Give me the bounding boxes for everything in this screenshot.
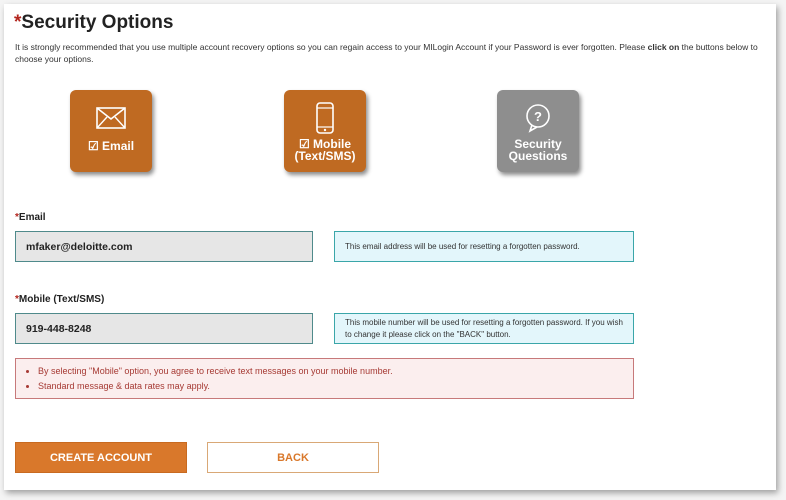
mobile-value: 919-448-8248	[26, 322, 92, 335]
email-field[interactable]	[15, 231, 313, 262]
mobile-phone-icon	[316, 100, 334, 136]
email-value: mfaker@deloitte.com	[26, 240, 133, 253]
page-title-text: Security Options	[21, 12, 174, 33]
mobile-option-button[interactable]	[284, 90, 366, 172]
email-option-label	[88, 140, 134, 152]
required-asterisk: *	[14, 12, 22, 33]
security-options-card	[4, 4, 776, 490]
email-option-button[interactable]	[70, 90, 152, 172]
mobile-help-content: This mobile number will be used for resetting a forgotten password. If you wish to change it please click on the "BACK" button.	[345, 317, 623, 339]
mobile-label-text: Mobile (Text/SMS)	[18, 294, 105, 305]
mobile-option-label	[294, 138, 355, 162]
security-questions-option-button[interactable]	[497, 90, 579, 172]
intro-text	[15, 41, 767, 65]
alert-item: • By selecting "Mobile" option, you agree to receive text messages on your mobile number.	[38, 364, 633, 379]
alert-item: • Standard message & data rates may apply.	[38, 379, 633, 394]
checkbox-checked-icon: ☑	[87, 139, 99, 153]
required-asterisk: *	[15, 212, 19, 223]
mobile-field[interactable]	[15, 313, 313, 344]
required-asterisk: *	[15, 294, 19, 305]
svg-text:?: ?	[534, 109, 542, 124]
intro-emphasis: click on	[647, 42, 680, 52]
email-help-text	[334, 231, 634, 262]
email-label-text: Email	[18, 212, 46, 223]
page-title	[14, 12, 173, 34]
intro-text-start: It is strongly recommended that you use multiple account recovery options so you can regain access to your MILogin Account if your Password is ever forgotten. Please	[15, 42, 648, 52]
sms-terms-alert	[15, 358, 634, 399]
question-bubble-icon	[523, 100, 553, 136]
security-questions-option-label	[509, 138, 568, 162]
security-questions-text-line1: Security	[514, 137, 562, 151]
mobile-option-text-line2: (Text/SMS)	[294, 149, 356, 163]
mobile-label	[15, 294, 104, 305]
email-help-content: This email address will be used for resetting a forgotten password.	[345, 241, 580, 251]
mobile-option-text-line1: Mobile	[313, 137, 352, 151]
create-account-button[interactable]: CREATE ACCOUNT	[15, 442, 187, 473]
security-questions-text-line2: Questions	[508, 149, 568, 163]
email-option-text: Email	[102, 139, 135, 153]
email-label	[15, 212, 46, 223]
back-button[interactable]: BACK	[207, 442, 379, 473]
mobile-help-text	[334, 313, 634, 344]
checkbox-checked-icon: ☑	[298, 137, 310, 151]
intro-text-end: the buttons below to choose your options.	[15, 42, 758, 64]
envelope-icon	[96, 100, 126, 136]
